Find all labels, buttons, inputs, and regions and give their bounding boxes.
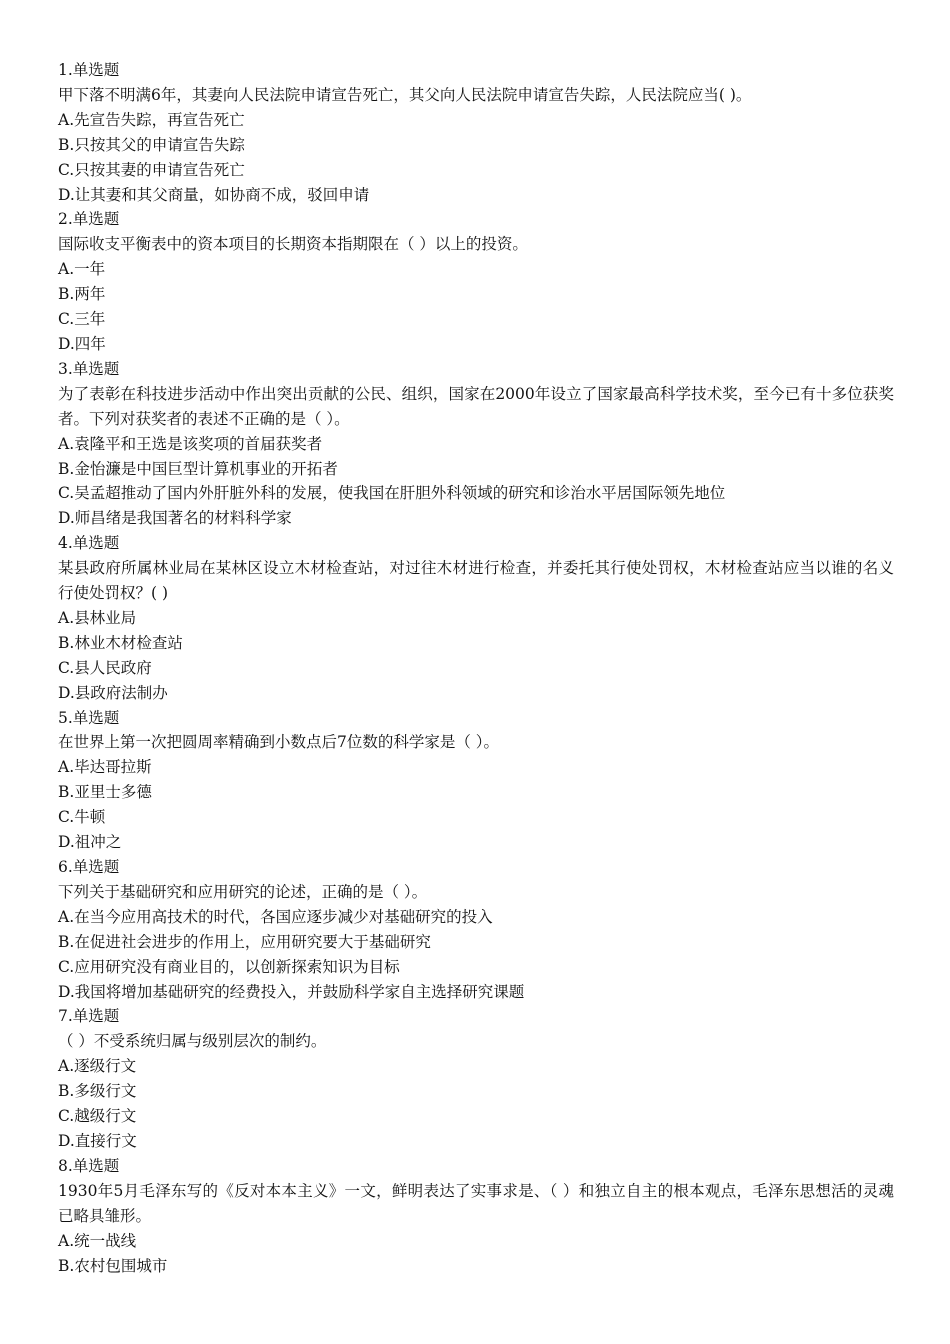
question-8: [58, 1154, 894, 1279]
option-b: B.在促进社会进步的作用上，应用研究要大于基础研究: [58, 932, 431, 951]
option-a: A.在当今应用高技术的时代，各国应逐步减少对基础研究的投入: [58, 907, 493, 926]
question-number: 8.单选题: [58, 1156, 120, 1175]
option-a: A.先宣告失踪，再宣告死亡: [58, 110, 245, 129]
option-c: C.牛顿: [58, 808, 106, 827]
option-b: B.两年: [58, 285, 106, 304]
option-d: D.师昌绪是我国著名的材料科学家: [58, 509, 292, 528]
question-1: [58, 58, 894, 207]
question-3: [58, 357, 894, 531]
question-number: 3.单选题: [58, 359, 120, 378]
option-a: A.袁隆平和王选是该奖项的首届获奖者: [58, 434, 323, 453]
question-number: 2.单选题: [58, 210, 120, 229]
question-stem: 某县政府所属林业局在某林区设立木材检查站，对过往木材进行检查，并委托其行使处罚权，木材检查站应当以谁的名义行使处罚权？( ): [58, 559, 894, 603]
option-b: B.亚里士多德: [58, 783, 152, 802]
question-stem: 1930年5月毛泽东写的《反对本本主义》一文，鲜明表达了实事求是、（ ）和独立自主的根本观点，毛泽东思想活的灵魂已略具雏形。: [58, 1181, 894, 1225]
option-b: B.林业木材检查站: [58, 633, 183, 652]
option-c: C.三年: [58, 310, 106, 329]
option-a: A.毕达哥拉斯: [58, 758, 152, 777]
question-number: 1.单选题: [58, 61, 120, 79]
option-d: D.直接行文: [58, 1131, 137, 1150]
option-b: B.农村包围城市: [58, 1256, 168, 1275]
option-b: B.金怡濂是中国巨型计算机事业的开拓者: [58, 459, 338, 478]
question-stem: 在世界上第一次把圆周率精确到小数点后7位数的科学家是（ ）。: [58, 733, 500, 752]
option-c: C.只按其妻的申请宣告死亡: [58, 160, 245, 179]
question-stem: 国际收支平衡表中的资本项目的长期资本指期限在（ ）以上的投资。: [58, 235, 528, 254]
option-d: D.让其妻和其父商量，如协商不成，驳回申请: [58, 185, 370, 204]
option-c: C.县人民政府: [58, 658, 152, 677]
question-list: [58, 58, 894, 1278]
option-d: D.县政府法制办: [58, 683, 168, 702]
question-stem: 为了表彰在科技进步活动中作出突出贡献的公民、组织，国家在2000年设立了国家最高科学技术奖，至今已有十多位获奖者。下列对获奖者的表述不正确的是（ ）。: [58, 384, 894, 428]
option-b: B.多级行文: [58, 1082, 137, 1101]
question-4: [58, 531, 894, 705]
option-a: A.逐级行文: [58, 1057, 137, 1076]
option-d: D.我国将增加基础研究的经费投入，并鼓励科学家自主选择研究课题: [58, 982, 525, 1001]
option-a: A.统一战线: [58, 1231, 137, 1250]
option-a: A.县林业局: [58, 608, 137, 627]
question-5: [58, 706, 894, 855]
option-c: C.吴孟超推动了国内外肝脏外科的发展，使我国在肝胆外科领域的研究和诊治水平居国际领先地位: [58, 484, 726, 503]
option-d: D.四年: [58, 334, 106, 353]
question-number: 7.单选题: [58, 1007, 120, 1026]
question-number: 4.单选题: [58, 534, 120, 553]
question-number: 5.单选题: [58, 708, 120, 727]
option-c: C.应用研究没有商业目的，以创新探索知识为目标: [58, 957, 400, 976]
question-stem: 甲下落不明满6年，其妻向人民法院申请宣告死亡，其父向人民法院申请宣告失踪，人民法院应当( )。: [58, 85, 752, 104]
question-number: 6.单选题: [58, 858, 120, 876]
question-6: [58, 855, 894, 1004]
option-d: D.祖冲之: [58, 833, 122, 852]
option-c: C.越级行文: [58, 1107, 137, 1126]
option-a: A.一年: [58, 260, 106, 279]
question-7: [58, 1004, 894, 1153]
question-stem: 下列关于基础研究和应用研究的论述，正确的是（ ）。: [58, 882, 428, 901]
question-2: [58, 207, 894, 356]
option-b: B.只按其父的申请宣告失踪: [58, 135, 245, 154]
question-stem: （ ）不受系统归属与级别层次的制约。: [58, 1032, 327, 1051]
